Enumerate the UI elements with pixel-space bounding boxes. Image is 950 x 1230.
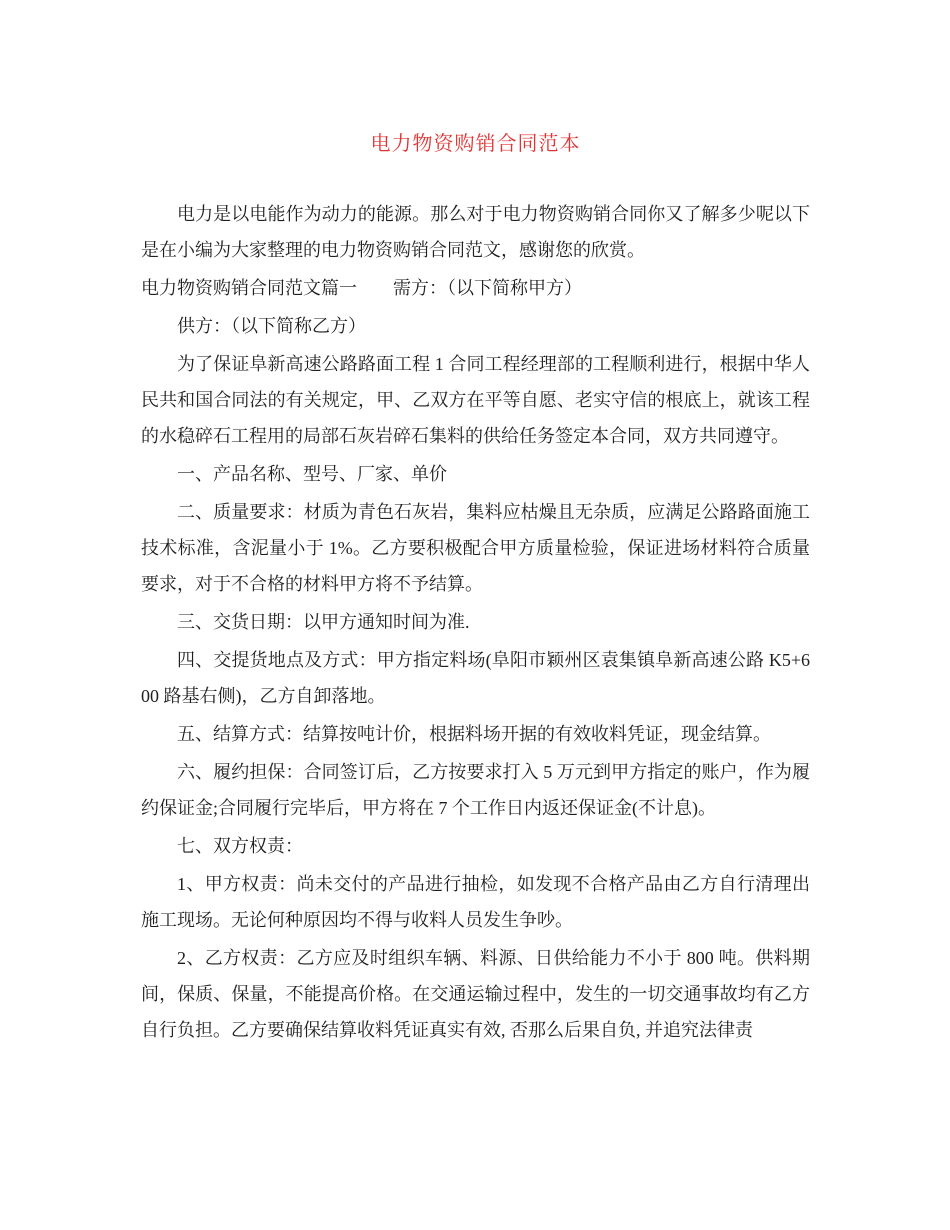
paragraph: 二、质量要求：材质为青色石灰岩，集料应枯燥且无杂质，应满足公路路面施工技术标准，含泥量小于 1%。乙方要积极配合甲方质量检验，保证进场材料符合质量要求，对于不合格的材料甲方将不予结算。 bbox=[141, 502, 810, 594]
paragraph: 五、结算方式：结算按吨计价，根据料场开据的有效收料凭证，现金结算。 bbox=[177, 724, 771, 744]
paragraph: 六、履约担保：合同签订后，乙方按要求打入 5 万元到甲方指定的账户，作为履约保证金;合同履行完毕后，甲方将在 7 个工作日内返还保证金(不计息)。 bbox=[141, 762, 810, 818]
paragraph: 三、交货日期：以甲方通知时间为准. bbox=[177, 612, 470, 632]
paragraph: 四、交提货地点及方式：甲方指定料场(阜阳市颖州区袁集镇阜新高速公路 K5+600 路基右侧)，乙方自卸落地。 bbox=[141, 650, 810, 706]
paragraph: 一、产品名称、型号、厂家、单价 bbox=[177, 464, 447, 484]
paragraph: 2、乙方权责：乙方应及时组织车辆、料源、日供给能力不小于 800 吨。供料期间，保质、保量，不能提高价格。在交通运输过程中，发生的一切交通事故均有乙方自行负担。乙方要确保结算收料凭证真实有效, 否那么后果自负, 并追究法律责 bbox=[141, 948, 810, 1040]
paragraph: 为了保证阜新高速公路路面工程 1 合同工程经理部的工程顺利进行，根据中华人民共和国合同法的有关规定，甲、乙双方在平等自愿、老实守信的根底上，就该工程的水稳碎石工程用的局部石灰岩碎石集料的供给任务签定本合同，双方共同遵守。 bbox=[141, 354, 810, 446]
paragraph: 供方：（以下简称乙方） bbox=[177, 316, 366, 336]
paragraph: 1、甲方权责：尚未交付的产品进行抽检，如发现不合格产品由乙方自行清理出施工现场。无论何种原因均不得与收料人员发生争吵。 bbox=[141, 874, 810, 930]
document-body bbox=[141, 196, 810, 1048]
page-title: 电力物资购销合同范本 bbox=[370, 133, 581, 155]
paragraph: 电力是以电能作为动力的能源。那么对于电力物资购销合同你又了解多少呢以下是在小编为大家整理的电力物资购销合同范文，感谢您的欣赏。 bbox=[141, 204, 810, 260]
paragraph: 七、双方权责： bbox=[177, 836, 303, 856]
paragraph: 电力物资购销合同范文篇一 需方：（以下简称甲方） bbox=[141, 278, 582, 298]
